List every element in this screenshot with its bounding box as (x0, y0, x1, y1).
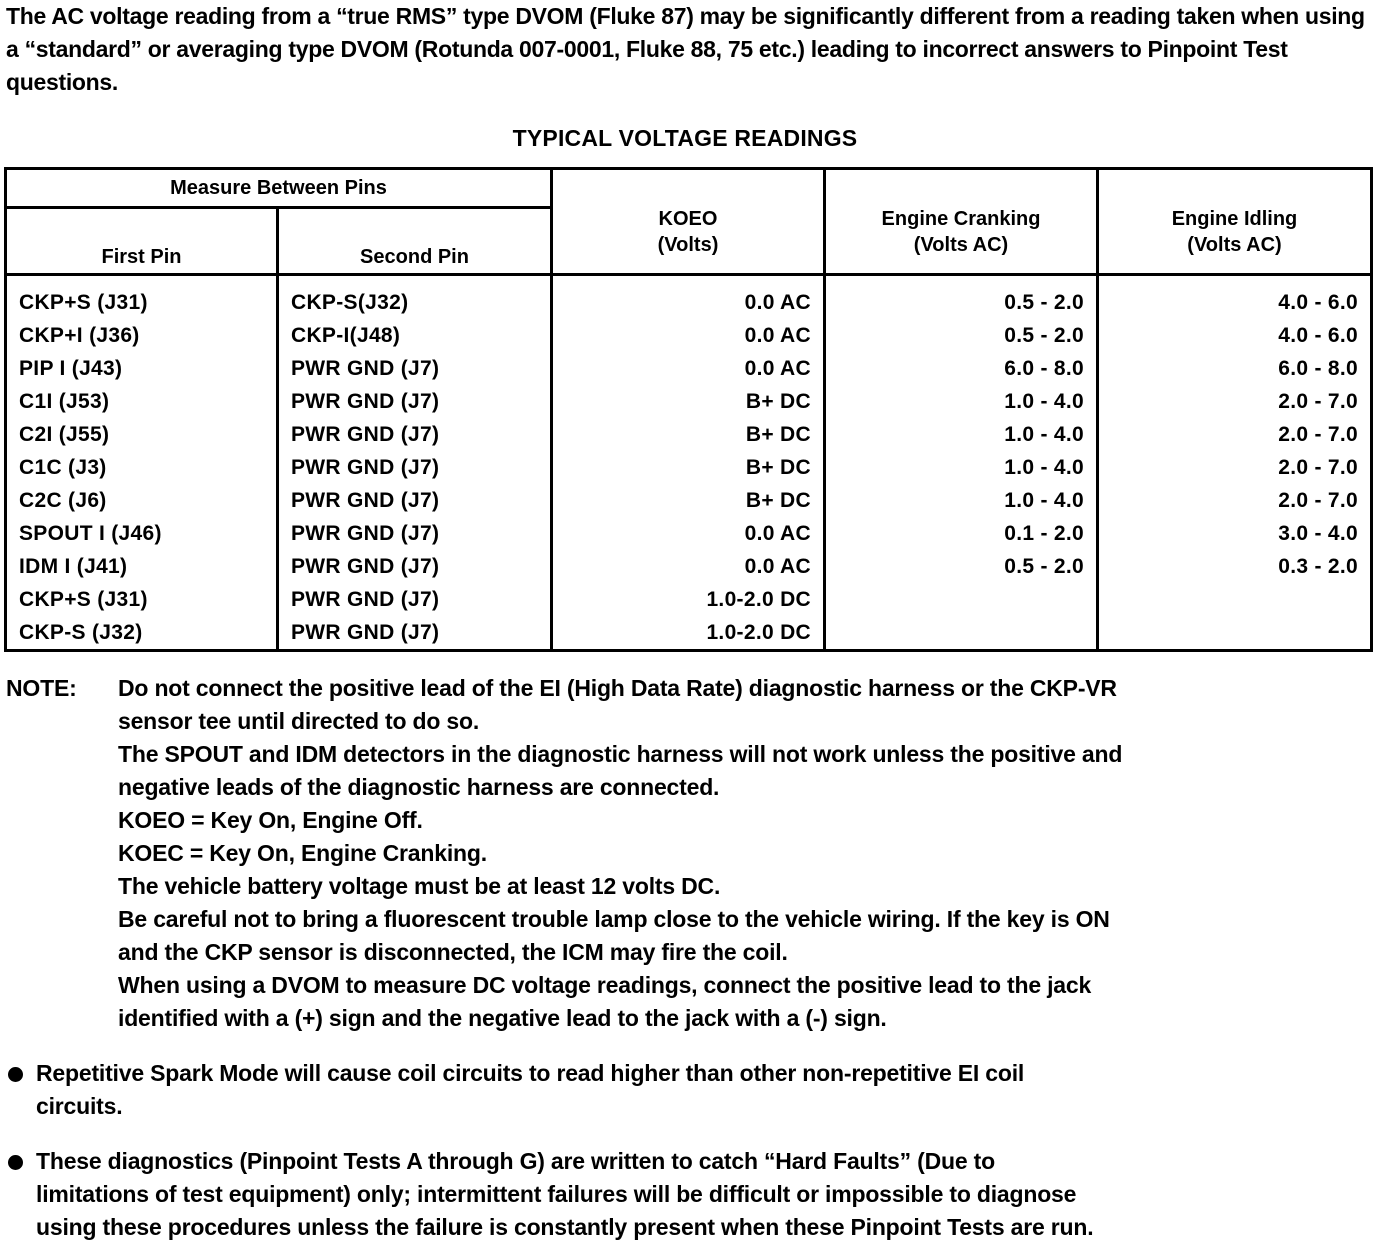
first-pin-cell: C2C (J6) (6, 484, 278, 517)
idling-cell: 2.0 - 7.0 (1098, 484, 1372, 517)
cranking-cell: 1.0 - 4.0 (825, 385, 1098, 418)
note-line: Be careful not to bring a fluorescent trouble lamp close to the vehicle wiring. If the key is ON (118, 906, 1110, 932)
table-row (6, 319, 1372, 352)
second-pin-cell: PWR GND (J7) (278, 550, 552, 583)
intro-paragraph: The AC voltage reading from a “true RMS” type DVOM (Fluke 87) may be significantly different from a reading taken when using a “standard” or averaging type DVOM (Rotunda 007-0001, Fluke 88, 75 etc.) leading to incorrect answers to Pinpoint Test questions. (6, 3, 1365, 95)
cranking-cell: 1.0 - 4.0 (825, 484, 1098, 517)
cranking-cell: 0.5 - 2.0 (825, 275, 1098, 320)
cranking-cell: 6.0 - 8.0 (825, 352, 1098, 385)
first-pin-cell: PIP I (J43) (6, 352, 278, 385)
idling-cell: 0.3 - 2.0 (1098, 550, 1372, 583)
table-body (6, 275, 1372, 651)
idling-cell (1098, 583, 1372, 616)
note-line: The SPOUT and IDM detectors in the diagnostic harness will not work unless the positive and (118, 741, 1123, 767)
koeo-cell: B+ DC (552, 385, 825, 418)
table-row (6, 517, 1372, 550)
koeo-cell: 0.0 AC (552, 550, 825, 583)
second-pin-header: Second Pin (278, 208, 552, 275)
bullet-item (6, 1145, 1376, 1244)
note-label: NOTE: (6, 675, 77, 701)
idling-cell: 3.0 - 4.0 (1098, 517, 1372, 550)
first-pin-cell: CKP+S (J31) (6, 275, 278, 320)
bullet-item (6, 1057, 1376, 1123)
table-row (6, 385, 1372, 418)
table-row (6, 616, 1372, 651)
koeo-cell: 1.0-2.0 DC (552, 616, 825, 651)
first-pin-cell: C2I (J55) (6, 418, 278, 451)
table-row (6, 275, 1372, 320)
table-row (6, 484, 1372, 517)
engine-idling-header: Engine Idling (Volts AC) (1098, 169, 1372, 275)
idling-cell (1098, 616, 1372, 651)
note-line: KOEO = Key On, Engine Off. (118, 807, 423, 833)
note-line: sensor tee until directed to do so. (118, 708, 480, 734)
cranking-cell (825, 616, 1098, 651)
bullet-text (36, 1145, 1376, 1244)
table-row (6, 451, 1372, 484)
bullet-line: limitations of test equipment) only; intermittent failures will be difficult or impossible to diagnose (36, 1181, 1077, 1207)
measure-between-pins-header: Measure Between Pins (6, 169, 552, 208)
note-line: When using a DVOM to measure DC voltage readings, connect the positive lead to the jack (118, 972, 1092, 998)
idling-cell: 2.0 - 7.0 (1098, 451, 1372, 484)
koeo-cell: 1.0-2.0 DC (552, 583, 825, 616)
note-line: KOEC = Key On, Engine Cranking. (118, 840, 487, 866)
table-row (6, 583, 1372, 616)
second-pin-cell: PWR GND (J7) (278, 352, 552, 385)
koeo-cell: B+ DC (552, 451, 825, 484)
note-line: and the CKP sensor is disconnected, the ICM may fire the coil. (118, 939, 788, 965)
koeo-cell: 0.0 AC (552, 275, 825, 320)
note-line: The vehicle battery voltage must be at least 12 volts DC. (118, 873, 721, 899)
koeo-cell: 0.0 AC (552, 352, 825, 385)
bullet-line: using these procedures unless the failure is constantly present when these Pinpoint Tests are run. (36, 1214, 1094, 1240)
note-line: Do not connect the positive lead of the EI (High Data Rate) diagnostic harness or the CKP-VR (118, 675, 1117, 701)
second-pin-cell: PWR GND (J7) (278, 484, 552, 517)
koeo-cell: B+ DC (552, 484, 825, 517)
first-pin-cell: C1I (J53) (6, 385, 278, 418)
bullet-icon (8, 1067, 23, 1082)
first-pin-cell: CKP+I (J36) (6, 319, 278, 352)
first-pin-cell: C1C (J3) (6, 451, 278, 484)
koeo-cell: 0.0 AC (552, 517, 825, 550)
table-title: TYPICAL VOLTAGE READINGS (512, 125, 858, 151)
second-pin-cell: PWR GND (J7) (278, 583, 552, 616)
cranking-cell: 0.5 - 2.0 (825, 319, 1098, 352)
second-pin-cell: PWR GND (J7) (278, 451, 552, 484)
idling-cell: 4.0 - 6.0 (1098, 319, 1372, 352)
note-line: negative leads of the diagnostic harness are connected. (118, 774, 720, 800)
bullet-line: These diagnostics (Pinpoint Tests A through G) are written to catch “Hard Faults” (Due to (36, 1148, 995, 1174)
first-pin-cell: SPOUT I (J46) (6, 517, 278, 550)
second-pin-cell: PWR GND (J7) (278, 517, 552, 550)
second-pin-cell: PWR GND (J7) (278, 616, 552, 651)
cranking-cell: 1.0 - 4.0 (825, 451, 1098, 484)
koeo-header: KOEO (Volts) (552, 169, 825, 275)
second-pin-cell: PWR GND (J7) (278, 418, 552, 451)
bullet-line: circuits. (36, 1093, 123, 1119)
koeo-cell: B+ DC (552, 418, 825, 451)
note-line: identified with a (+) sign and the negative lead to the jack with a (-) sign. (118, 1005, 887, 1031)
first-pin-header: First Pin (6, 208, 278, 275)
cranking-cell (825, 583, 1098, 616)
first-pin-cell: IDM I (J41) (6, 550, 278, 583)
table-row (6, 418, 1372, 451)
bullet-text (36, 1057, 1376, 1123)
second-pin-cell: CKP-S(J32) (278, 275, 552, 320)
table-row (6, 550, 1372, 583)
idling-cell: 2.0 - 7.0 (1098, 418, 1372, 451)
cranking-cell: 0.5 - 2.0 (825, 550, 1098, 583)
note-block (6, 672, 1376, 1035)
idling-cell: 2.0 - 7.0 (1098, 385, 1372, 418)
second-pin-cell: CKP-I(J48) (278, 319, 552, 352)
idling-cell: 6.0 - 8.0 (1098, 352, 1372, 385)
bullet-icon (8, 1155, 23, 1170)
cranking-cell: 0.1 - 2.0 (825, 517, 1098, 550)
engine-cranking-header: Engine Cranking (Volts AC) (825, 169, 1098, 275)
first-pin-cell: CKP-S (J32) (6, 616, 278, 651)
note-lines (118, 672, 1376, 1035)
voltage-readings-table (4, 167, 1373, 652)
bullet-line: Repetitive Spark Mode will cause coil circuits to read higher than other non-repetitive EI coil (36, 1060, 1025, 1086)
koeo-cell: 0.0 AC (552, 319, 825, 352)
first-pin-cell: CKP+S (J31) (6, 583, 278, 616)
second-pin-cell: PWR GND (J7) (278, 385, 552, 418)
cranking-cell: 1.0 - 4.0 (825, 418, 1098, 451)
table-row (6, 352, 1372, 385)
idling-cell: 4.0 - 6.0 (1098, 275, 1372, 320)
